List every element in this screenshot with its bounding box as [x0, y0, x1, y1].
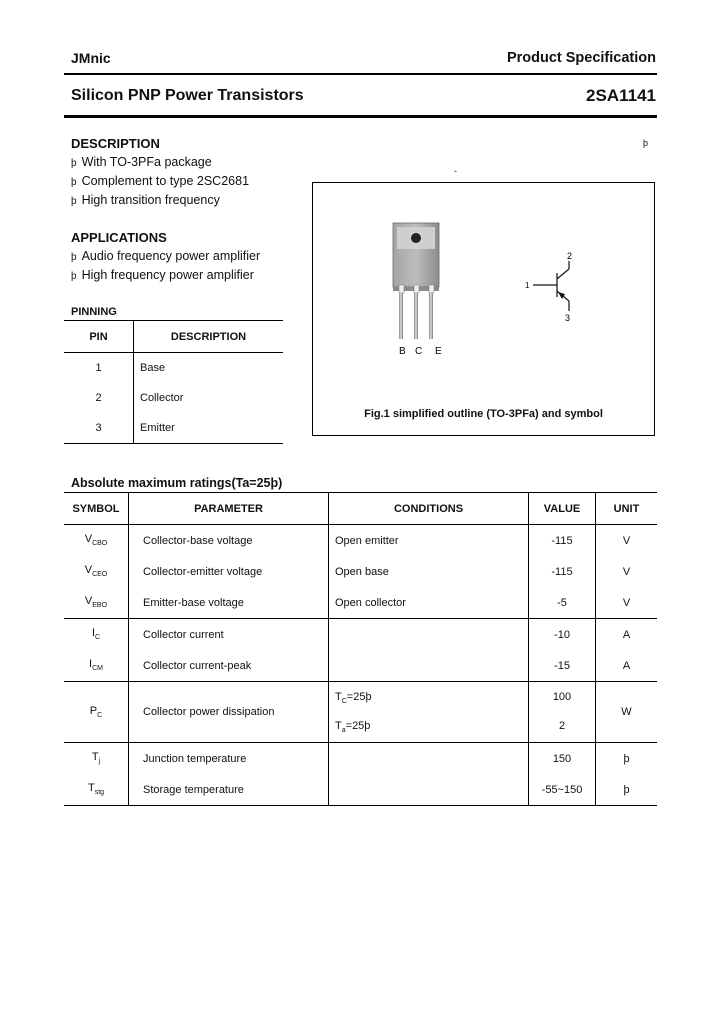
company-name: JMnic	[71, 50, 111, 66]
symbol-cell: $P_C$	[64, 682, 129, 743]
unit-cell: þ	[596, 774, 658, 806]
document-type: Product Specification	[506, 50, 656, 66]
symbol-cell: $I_C$	[91, 627, 101, 642]
stray-mark: þ	[643, 138, 649, 148]
table-header-row	[64, 493, 657, 525]
column-header: DESCRIPTION	[134, 321, 284, 353]
conditions-cell	[329, 619, 529, 651]
value-cell: -115	[529, 556, 596, 587]
pin-number: 2	[64, 383, 134, 413]
column-header: VALUE	[529, 493, 596, 525]
condition-case-a: $T_C=25þ$	[335, 691, 372, 706]
value-cell: 150	[529, 743, 596, 775]
column-header: SYMBOL	[64, 493, 129, 525]
value-cell: -10	[529, 619, 596, 651]
pin-number: 3	[64, 413, 134, 444]
table-row	[64, 587, 657, 619]
header-rule	[64, 73, 657, 75]
conditions-cell	[329, 650, 529, 682]
table-row	[64, 383, 283, 413]
description-item-text: With TO-3PFa package	[81, 155, 212, 169]
application-item-text: High frequency power amplifier	[81, 268, 254, 282]
bullet-mark: þ	[71, 271, 77, 282]
symbol-label-2: 2	[567, 251, 573, 261]
value-cell: -55~150	[529, 774, 596, 806]
value-case-a: 100	[552, 691, 572, 703]
table-row	[64, 743, 657, 775]
symbol-cell: $V_{EBO}$	[64, 587, 129, 619]
conditions-cell	[329, 774, 529, 806]
table-row	[64, 556, 657, 587]
description-item	[71, 155, 212, 169]
value-cell: -15	[529, 650, 596, 682]
table-row	[64, 525, 657, 557]
application-item-text: Audio frequency power amplifier	[81, 249, 261, 263]
figure-caption: Fig.1 simplified outline (TO-3PFa) and symbol	[364, 408, 603, 420]
conditions-cell	[329, 743, 529, 775]
parameter-cell: Collector current	[129, 619, 329, 651]
part-number: 2SA1141	[586, 86, 656, 105]
table-row	[64, 650, 657, 682]
column-header: PARAMETER	[129, 493, 329, 525]
symbol-label-3: 3	[565, 313, 571, 323]
column-header: PIN	[64, 321, 134, 353]
page-title: Silicon PNP Power Transistors	[71, 87, 304, 104]
pnp-transistor-symbol-icon	[533, 261, 569, 311]
value-cell: -5	[529, 587, 596, 619]
stray-mark: -	[454, 166, 457, 176]
parameter-cell: Storage temperature	[129, 774, 329, 806]
condition-case-b: $T_a=25þ$	[335, 720, 371, 735]
value-cell	[529, 682, 596, 743]
parameter-cell: Collector-emitter voltage	[129, 556, 329, 587]
parameter-cell: Collector power dissipation	[129, 682, 329, 743]
column-header: UNIT	[596, 493, 658, 525]
unit-cell: þ	[596, 743, 658, 775]
value-case-b: 2	[558, 720, 566, 732]
parameter-cell: Collector-base voltage	[129, 525, 329, 557]
applications-heading: APPLICATIONS	[71, 230, 167, 245]
ratings-heading: Absolute maximum ratings(Ta=25þ)	[71, 476, 283, 490]
unit-cell: A	[596, 619, 658, 651]
unit-cell: A	[596, 650, 658, 682]
ratings-table	[64, 492, 657, 806]
description-item	[71, 174, 249, 188]
conditions-cell: Open collector	[329, 587, 529, 619]
description-item-text: High transition frequency	[81, 193, 220, 207]
to3pfa-package-icon	[393, 223, 439, 339]
symbol-cell: $V_{CEO}$	[84, 564, 108, 579]
bullet-mark: þ	[71, 177, 77, 188]
application-item	[71, 268, 254, 282]
pin-label-b: B	[399, 346, 406, 357]
table-header-row	[64, 321, 283, 353]
description-item-text: Complement to type 2SC2681	[81, 174, 250, 188]
description-heading: DESCRIPTION	[71, 136, 160, 151]
bullet-mark: þ	[71, 196, 77, 207]
conditions-cell	[329, 682, 529, 743]
bullet-mark: þ	[71, 252, 77, 263]
pin-description: Base	[140, 362, 166, 374]
pin-description: Collector	[140, 392, 184, 404]
package-figure	[313, 183, 654, 435]
unit-cell: V	[596, 556, 658, 587]
description-item	[71, 193, 220, 207]
unit-cell: V	[596, 525, 658, 557]
pin-label-e: E	[435, 346, 442, 357]
pin-label-c: C	[415, 346, 423, 357]
table-row	[64, 619, 657, 651]
pinning-table	[64, 320, 283, 444]
symbol-cell: $T_{stg}$	[64, 774, 129, 806]
bullet-mark: þ	[71, 158, 77, 169]
unit-cell: W	[596, 682, 658, 743]
symbol-label-1: 1	[525, 281, 530, 290]
unit-cell: V	[596, 587, 658, 619]
title-rule	[64, 115, 657, 118]
table-row	[64, 774, 657, 806]
table-row	[64, 682, 657, 743]
pinning-heading: PINNING	[71, 306, 117, 318]
symbol-cell: $T_j$	[91, 751, 101, 766]
table-row	[64, 413, 283, 444]
parameter-cell: Emitter-base voltage	[129, 587, 329, 619]
conditions-cell: Open emitter	[329, 525, 529, 557]
parameter-cell: Junction temperature	[129, 743, 329, 775]
conditions-cell: Open base	[329, 556, 529, 587]
pin-description: Emitter	[134, 413, 284, 444]
symbol-cell: $V_{CBO}$	[84, 533, 108, 548]
symbol-cell: $I_{CM}$	[64, 650, 129, 682]
table-row	[64, 353, 283, 384]
value-cell: -115	[529, 525, 596, 557]
pin-number: 1	[64, 353, 134, 384]
parameter-cell: Collector current-peak	[129, 650, 329, 682]
application-item	[71, 249, 260, 263]
column-header: CONDITIONS	[329, 493, 529, 525]
figure-box	[312, 182, 655, 436]
